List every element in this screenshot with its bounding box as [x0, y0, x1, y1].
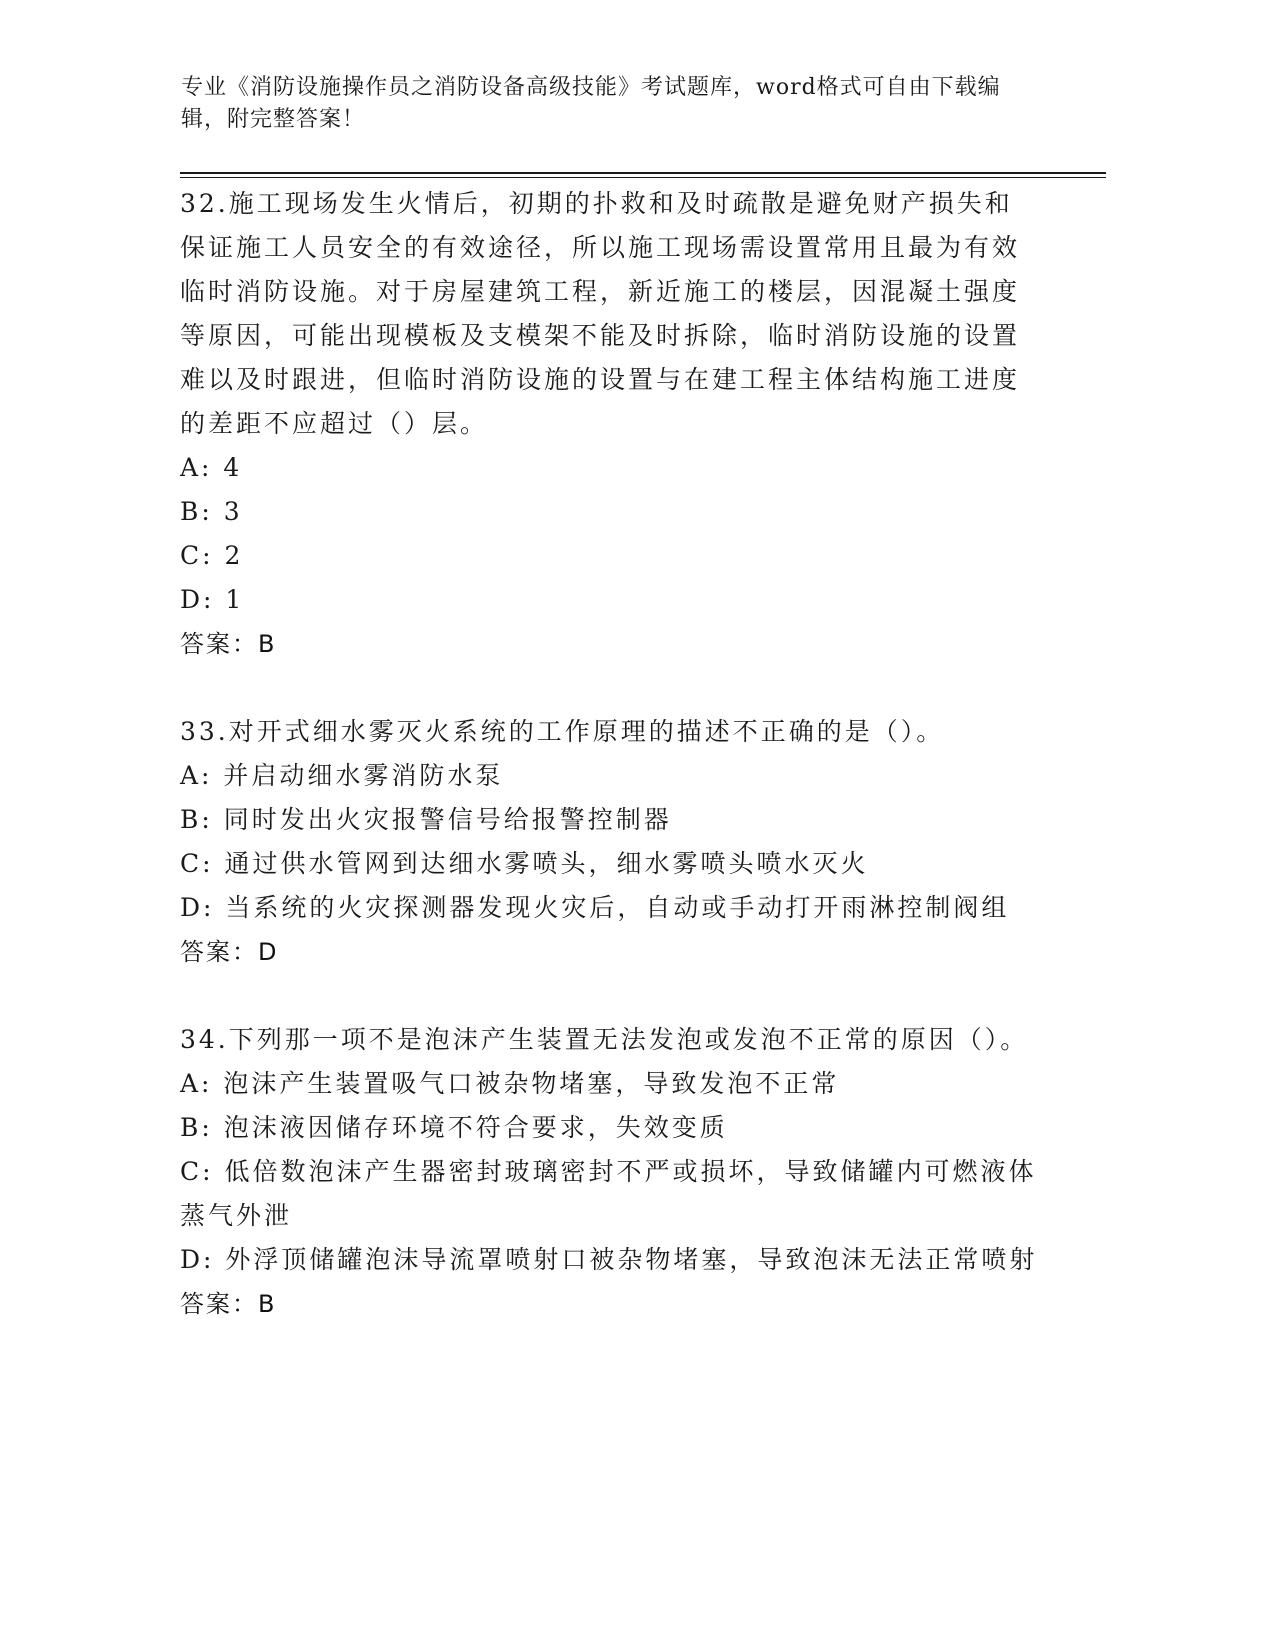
header-rule-thick	[180, 172, 1106, 174]
page-header: 专业《消防设施操作员之消防设备高级技能》考试题库，word格式可自由下载编辑，附完整答案！	[181, 75, 1001, 132]
option-d: D: 1	[180, 585, 245, 614]
answer-label: 答案：B	[180, 630, 277, 658]
option-d: D: 外浮顶储罐泡沫导流罩喷射口被杂物堵塞，导致泡沫无法正常喷射	[180, 1245, 1038, 1274]
answer-label: 答案：B	[180, 1290, 277, 1318]
header-rule-thin	[180, 177, 1106, 178]
option-d: D: 当系统的火灾探测器发现火灾后，自动或手动打开雨淋控制阀组	[180, 893, 1010, 922]
answer-label: 答案：D	[180, 938, 279, 966]
question-33	[180, 710, 1040, 974]
question-stem: 34.下列那一项不是泡沫产生装置无法发泡或发泡不正常的原因（）。	[180, 1025, 1029, 1054]
option-c: C: 低倍数泡沫产生器密封玻璃密封不严或损坏，导致储罐内可燃液体蒸气外泄	[180, 1157, 1037, 1230]
option-c: C: 2	[180, 541, 244, 570]
option-b: B: 泡沫液因储存环境不符合要求，失效变质	[180, 1113, 728, 1142]
option-a: A: 4	[180, 453, 243, 482]
option-b: B: 3	[180, 497, 243, 526]
option-b: B: 同时发出火灾报警信号给报警控制器	[180, 805, 672, 834]
question-34	[180, 1018, 1040, 1326]
option-a: A: 并启动细水雾消防水泵	[180, 761, 504, 790]
question-list	[180, 182, 1040, 1370]
question-32	[180, 182, 1040, 666]
question-stem: 33.对开式细水雾灭火系统的工作原理的描述不正确的是（）。	[180, 717, 945, 746]
option-a: A: 泡沫产生装置吸气口被杂物堵塞，导致发泡不正常	[180, 1069, 840, 1098]
option-c: C: 通过供水管网到达细水雾喷头，细水雾喷头喷水灭火	[180, 849, 869, 878]
question-stem: 32.施工现场发生火情后，初期的扑救和及时疏散是避免财产损失和保证施工人员安全的有效途径，所以施工现场需设置常用且最为有效临时消防设施。对于房屋建筑工程，新近施工的楼层，因混凝土强度等原因，可能出现模板及支模架不能及时拆除，临时消防设施的设置难以及时跟进，但临时消防设施的设置与在建工程主体结构施工进度的差距不应超过（）层。	[180, 189, 1021, 438]
